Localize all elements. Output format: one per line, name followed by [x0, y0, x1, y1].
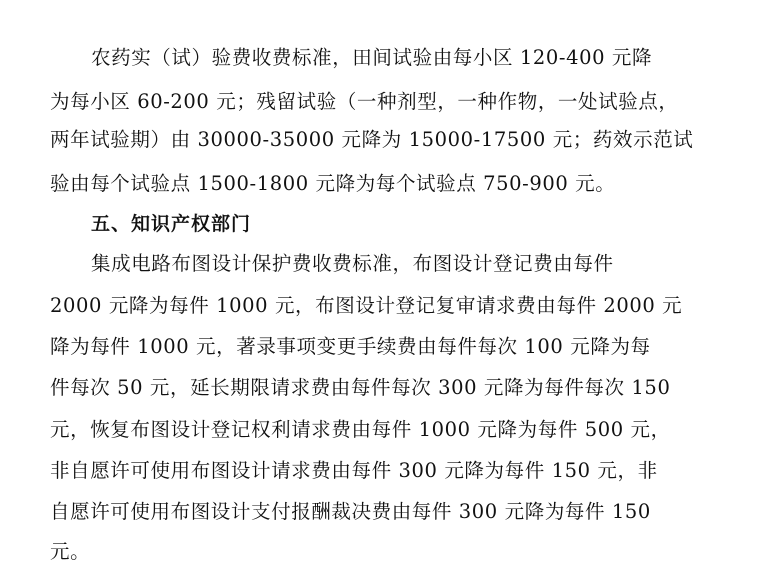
- paragraph-line: 降为每件 1000 元，著录事项变更手续费由每件每次 100 元降为每: [50, 335, 651, 358]
- section-heading: 五、知识产权部门: [91, 213, 252, 235]
- paragraph-line: 2000 元降为每件 1000 元，布图设计登记复审请求费由每件 2000 元: [50, 294, 683, 317]
- paragraph-line: 为每小区 60-200 元；残留试验（一种剂型，一种作物，一处试验点，: [50, 90, 679, 113]
- paragraph-line: 非自愿许可使用布图设计请求费由每件 300 元降为每件 150 元，非: [50, 459, 658, 482]
- paragraph-line: 件每次 50 元，延长期限请求费由每件每次 300 元降为每件每次 150: [50, 376, 671, 399]
- paragraph-line: 元，恢复布图设计登记权利请求费由每件 1000 元降为每件 500 元，: [50, 418, 671, 441]
- paragraph-line: 元。: [50, 540, 91, 563]
- paragraph-line: 两年试验期）由 30000-35000 元降为 15000-17500 元；药效示范试: [50, 128, 694, 151]
- paragraph-line: 集成电路布图设计保护费收费标准，布图设计登记费由每件: [91, 252, 614, 275]
- paragraph-line: 自愿许可使用布图设计支付报酬裁决费由每件 300 元降为每件 150: [50, 500, 651, 523]
- paragraph-line: 农药实（试）验费收费标准，田间试验由每小区 120-400 元降: [91, 46, 653, 69]
- paragraph-line: 验由每个试验点 1500-1800 元降为每个试验点 750-900 元。: [50, 172, 616, 195]
